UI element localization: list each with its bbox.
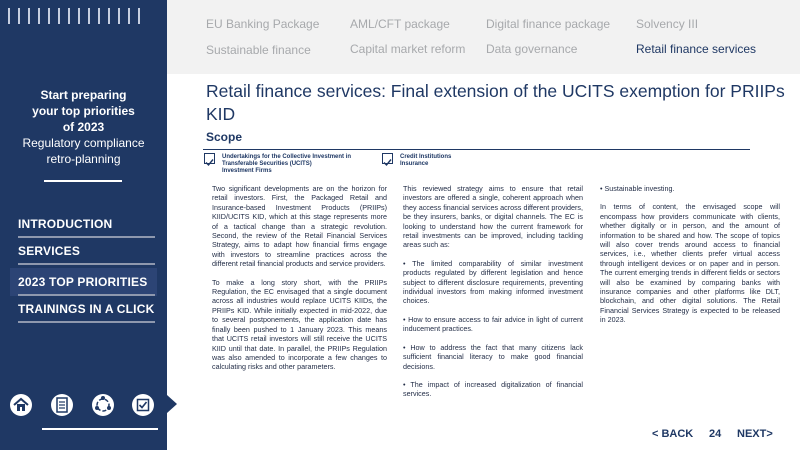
scope-item-label xyxy=(222,154,351,175)
body-paragraph: This reviewed strategy aims to ensure that retail investors are offered a single, coherent approach when they access financial services across different providers, be they insurers, banks, or digital channels. The EC is looking to understand how the current framework for retail investments can be improved, including tackling areas such as: xyxy=(403,184,583,250)
topic-navigation xyxy=(167,0,800,74)
scope-item-line: Investment Firms xyxy=(222,168,272,174)
promo-heading-line: Start preparing xyxy=(40,88,127,102)
promo-subheading-line: Regulatory compliance xyxy=(22,136,145,150)
body-column-3 xyxy=(600,184,780,334)
logo-tick xyxy=(88,8,90,24)
checkmark-icon xyxy=(205,158,214,167)
body-paragraph: • The limited comparability of similar investment products regulated by different legislation and hence subject to different disclosure requirements, preventing individual investors from making informed investment choices. xyxy=(403,258,583,306)
sidebar xyxy=(0,0,167,450)
body-paragraph: • How to address the fact that many citizens lack sufficient financial literacy to make good financial decisions. xyxy=(403,342,583,371)
promo-heading-line: your top priorities xyxy=(32,104,135,118)
topnav-digital-finance-package[interactable]: Digital finance package xyxy=(486,17,611,31)
back-link[interactable]: < BACK xyxy=(652,428,694,440)
page-number: 24 xyxy=(709,428,722,440)
checklist-icon[interactable] xyxy=(128,390,158,420)
logo-tick xyxy=(98,8,100,24)
nav-item-services[interactable]: SERVICES xyxy=(18,244,81,258)
document-icon[interactable] xyxy=(47,390,77,420)
scope-checkbox xyxy=(382,153,393,164)
body-paragraph: In terms of content, the envisaged scope will encompass how providers communicate with clients, whether digitally or in person, and the amount of information to be shared and how. The scope of topics will also cover trends around access to financial services, i.e., whether clients prefer virtual access through intelligent devices or on paper and in person. The current emerging trends in different fields or sectors will also be examined by comparing banks with insurance companies and other platforms like DLT, blockchain, and other digital solutions. The Retail Financial Services Strategy is expected to be released in 2023. xyxy=(600,202,780,325)
nav-item-trainings[interactable]: TRAININGS IN A CLICK xyxy=(18,302,155,316)
nav-divider xyxy=(18,321,155,323)
scope-checkbox xyxy=(204,153,215,164)
sidebar-pointer xyxy=(167,395,177,413)
scope-item-line: Insurance xyxy=(400,161,429,167)
scope-divider xyxy=(203,149,750,150)
logo-tick xyxy=(58,8,60,24)
scope-item-line: Undertakings for the Collective Investment in xyxy=(222,154,352,160)
body-paragraph: • Sustainable investing. xyxy=(600,184,675,193)
next-link[interactable]: NEXT> xyxy=(737,428,773,440)
promo-subheading-line: retro-planning xyxy=(46,152,121,166)
nav-divider xyxy=(18,263,155,265)
topnav-aml-cft-package[interactable]: AML/CFT package xyxy=(350,17,450,31)
logo-tick xyxy=(78,8,80,24)
topnav-capital-market-reform[interactable]: Capital market reform xyxy=(350,42,466,56)
logo-tick xyxy=(28,8,30,24)
page-title: Retail finance services: Final extension of the UCITS exemption for PRIIPs KID xyxy=(206,81,785,124)
home-icon[interactable] xyxy=(6,390,36,420)
logo-tick xyxy=(38,8,40,24)
body-paragraph: Two significant developments are on the horizon for retail investors. First, the Packaged Retail and Insurance-based Investment Products (PRIIPs) KIID/UCITS KID, which at this stage represents more of a tactical change than a strategic revolution. Second, the review of the Retail Financial Services Strategy, aims to adapt how financial firms engage with investors to streamline practices across the different retail financial products and service providers. xyxy=(212,184,387,269)
scope-item-label xyxy=(400,154,451,168)
promo-subheading[interactable] xyxy=(0,135,167,167)
logo-tick xyxy=(138,8,140,24)
topnav-eu-banking-package[interactable]: EU Banking Package xyxy=(206,17,320,31)
icon-row-divider xyxy=(42,428,158,430)
nav-divider xyxy=(18,236,155,238)
topnav-data-governance[interactable]: Data governance xyxy=(486,42,578,56)
logo-tick xyxy=(68,8,70,24)
body-paragraph: To make a long story short, with the PRIIPs Regulation, the EC envisaged that a single document across all industries would replace UCITS KIIDs, the PRIIPs KID. While initially expected in mid-2022, due to several postponements, the application date has finally been pushed to 1 January 2023. This means that UCITS retail investors will still receive the UCITS KIID until that date. In parallel, the PRIIPs Regulation was also amended to incorporate a few changes to calculating risks and other parameters. xyxy=(212,277,387,372)
topnav-solvency-iii[interactable]: Solvency III xyxy=(636,17,699,31)
scope-item-line: Transferable Securities (UCITS) xyxy=(222,161,312,167)
body-column-1 xyxy=(212,184,387,381)
topnav-sustainable-finance[interactable]: Sustainable finance xyxy=(206,43,311,57)
promo-heading[interactable] xyxy=(0,87,167,135)
logo-tick xyxy=(8,8,10,24)
body-paragraph: • The impact of increased digitalization of financial services. xyxy=(403,379,583,399)
logo-pattern xyxy=(8,8,148,24)
logo-tick xyxy=(128,8,130,24)
topnav-retail-finance-services[interactable]: Retail finance services xyxy=(636,42,757,56)
body-column-2 xyxy=(403,184,583,408)
logo-tick xyxy=(118,8,120,24)
people-cycle-icon[interactable] xyxy=(88,390,118,420)
nav-divider xyxy=(18,294,155,296)
body-paragraph: • How to ensure access to fair advice in light of current inducement practices. xyxy=(403,314,583,334)
logo-tick xyxy=(108,8,110,24)
nav-item-introduction[interactable]: INTRODUCTION xyxy=(18,217,113,231)
scope-item-line: Credit Institutions xyxy=(400,154,452,160)
sidebar-icon-row xyxy=(6,390,156,424)
checkmark-icon xyxy=(383,158,392,167)
promo-divider xyxy=(44,180,122,182)
promo-heading-line: of 2023 xyxy=(62,120,105,134)
scope-heading: Scope xyxy=(206,130,243,144)
logo-tick xyxy=(48,8,50,24)
logo-tick xyxy=(18,8,20,24)
nav-item-top-priorities[interactable]: 2023 TOP PRIORITIES xyxy=(18,275,148,289)
